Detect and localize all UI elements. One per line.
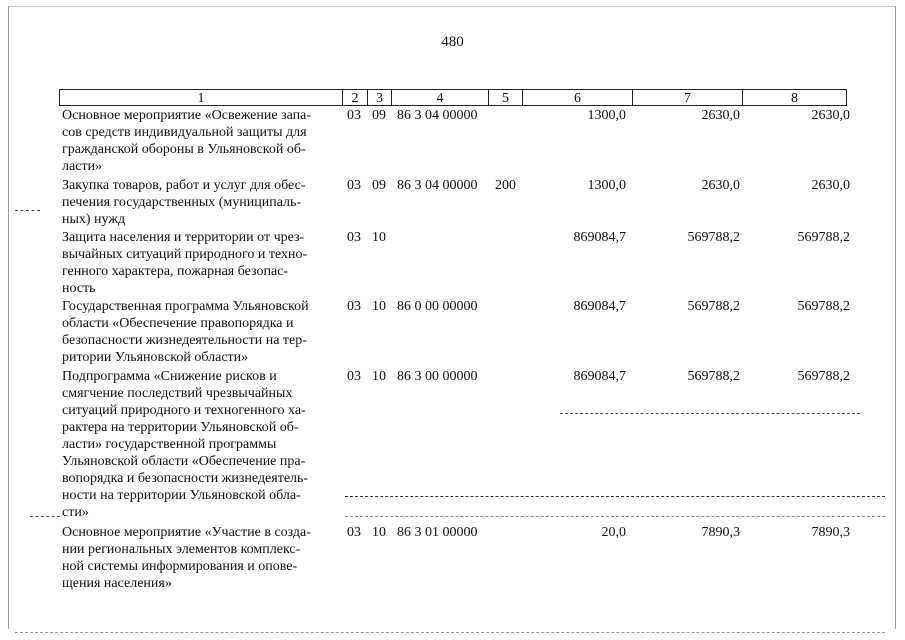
amount-col-8: 2630,0: [811, 178, 850, 193]
header-col-2: 2: [342, 89, 367, 106]
section-code: 03: [347, 369, 361, 384]
subsection-code: 10: [372, 525, 386, 540]
header-col-7: 7: [632, 89, 742, 106]
amount-col-8: 2630,0: [811, 108, 850, 123]
target-article-code: 86 3 01 00000: [397, 525, 478, 540]
header-col-4: 4: [391, 89, 488, 106]
row-description: Защита населения и территории от чрез- вычайных ситуаций природного и техно- генного характера, пожарная безопас- ность: [62, 230, 308, 296]
amount-col-6: 1300,0: [587, 178, 626, 193]
header-col-5: 5: [488, 89, 522, 106]
scan-artifact-dash: [345, 496, 885, 497]
scan-artifact-dash: [15, 210, 40, 211]
row-description: Государственная программа Ульяновской области «Обеспечение правопорядка и безопасности жизнедеятельности на тер- ритории Ульяновской области»: [62, 299, 309, 365]
subsection-code: 09: [372, 178, 386, 193]
section-code: 03: [347, 108, 361, 123]
row-description: Основное мероприятие «Освежение запа- сов средств индивидуальной защиты для гражданской обороны в Ульяновской об- ласти»: [62, 108, 312, 174]
amount-col-7: 569788,2: [687, 369, 740, 384]
header-col-8: 8: [742, 89, 847, 106]
scan-artifact-dash: [345, 516, 885, 517]
section-code: 03: [347, 299, 361, 314]
target-article-code: 86 0 00 00000: [397, 299, 478, 314]
row-description: Закупка товаров, работ и услуг для обес- печения государственных (муниципаль- ных) нужд: [62, 178, 306, 227]
amount-col-7: 7890,3: [701, 525, 740, 540]
header-col-3: 3: [367, 89, 391, 106]
section-code: 03: [347, 178, 361, 193]
subsection-code: 10: [372, 230, 386, 245]
amount-col-6: 20,0: [601, 525, 626, 540]
header-col-1: 1: [59, 89, 342, 106]
section-code: 03: [347, 230, 361, 245]
scan-artifact-dash: [560, 413, 860, 414]
header-col-6: 6: [522, 89, 632, 106]
amount-col-7: 2630,0: [701, 178, 740, 193]
amount-col-7: 2630,0: [701, 108, 740, 123]
row-description: Основное мероприятие «Участие в созда- нии региональных элементов комплекс- ной системы информирования и опове- щения населения»: [62, 525, 311, 591]
scan-artifact-dash: [15, 632, 885, 633]
page-number: 480: [441, 34, 464, 50]
amount-col-6: 869084,7: [573, 230, 626, 245]
scan-artifact-dash: [30, 516, 60, 517]
amount-col-8: 7890,3: [811, 525, 850, 540]
amount-col-8: 569788,2: [797, 299, 850, 314]
row-description: Подпрограмма «Снижение рисков и смягчение последствий чрезвычайных ситуаций природного и техногенного ха- рактера на территории Ульяновской об- ласти» государственной программы Ульяновской области «Обеспечение пра- вопорядка и безопасности жизнедеятель- ности на территории Ульяновской обла- сти»: [62, 369, 309, 520]
amount-col-8: 569788,2: [797, 369, 850, 384]
target-article-code: 86 3 00 00000: [397, 369, 478, 384]
subsection-code: 10: [372, 299, 386, 314]
target-article-code: 86 3 04 00000: [397, 178, 478, 193]
amount-col-6: 1300,0: [587, 108, 626, 123]
amount-col-6: 869084,7: [573, 369, 626, 384]
section-code: 03: [347, 525, 361, 540]
expense-type-code: 200: [495, 178, 516, 193]
amount-col-7: 569788,2: [687, 299, 740, 314]
target-article-code: 86 3 04 00000: [397, 108, 478, 123]
subsection-code: 10: [372, 369, 386, 384]
amount-col-7: 569788,2: [687, 230, 740, 245]
subsection-code: 09: [372, 108, 386, 123]
amount-col-8: 569788,2: [797, 230, 850, 245]
amount-col-6: 869084,7: [573, 299, 626, 314]
